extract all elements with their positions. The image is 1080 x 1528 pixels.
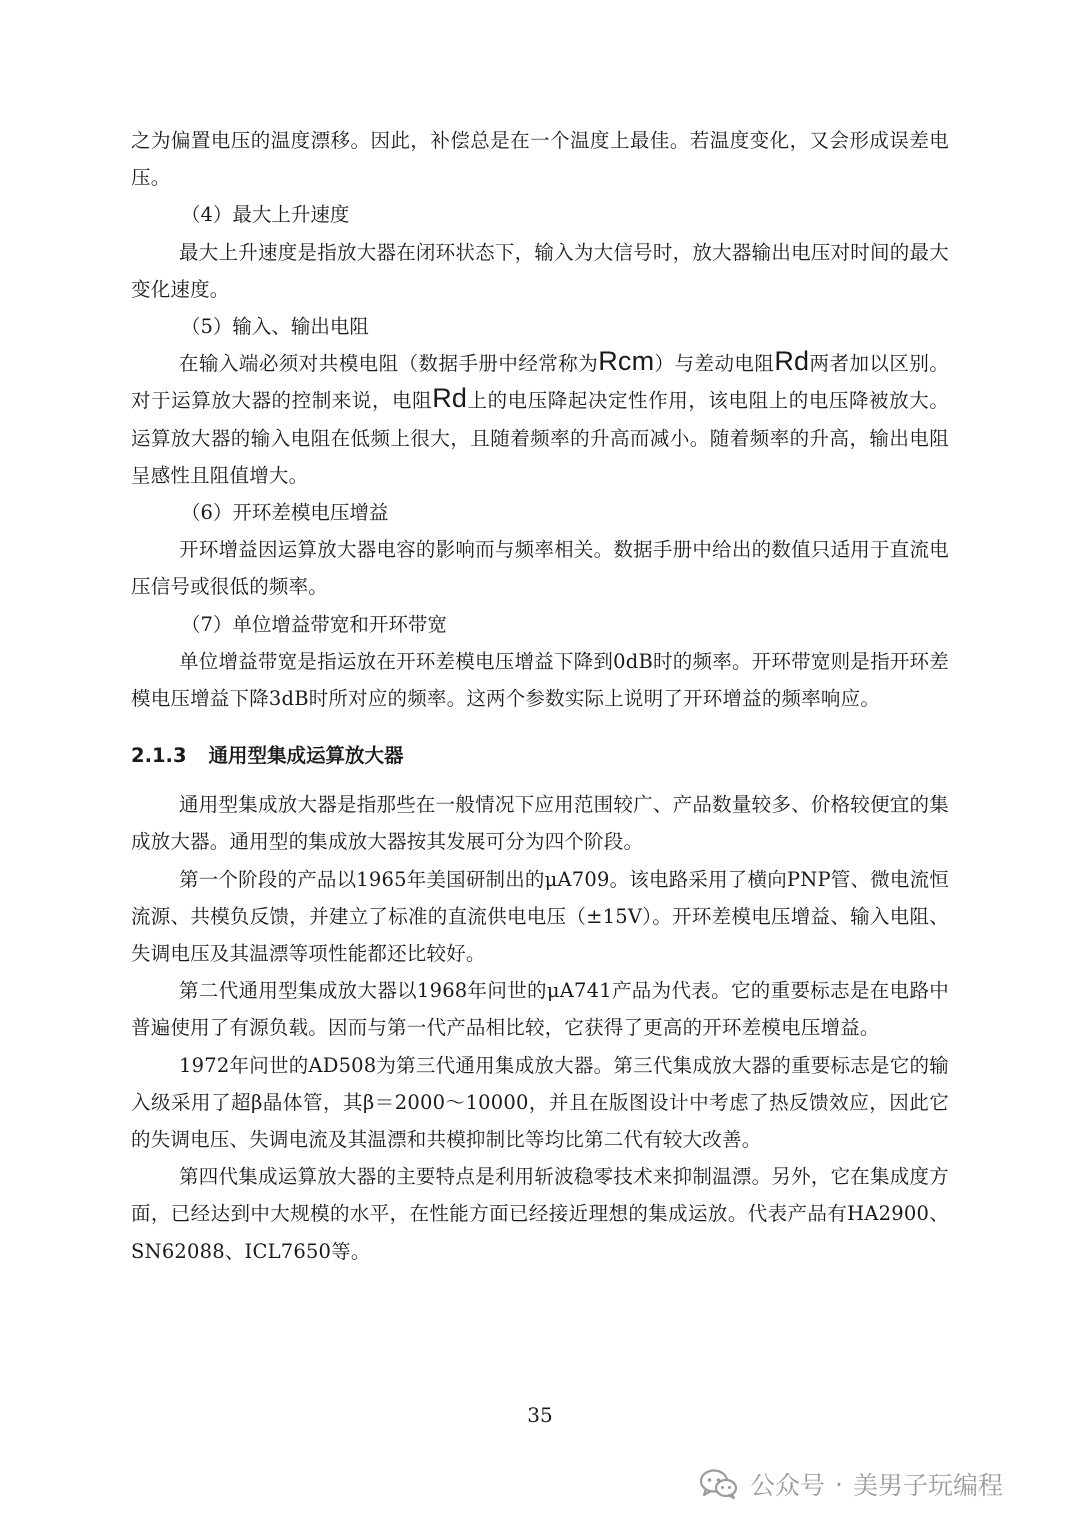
symbol-rd: Rd xyxy=(432,383,468,414)
text-run: 上的电压降起决定性作用，该电阻上的电压降被放大。运算放大器的输入电阻在低频上很大，且随着频率的升高而减小。随着频率的升高，输出电阻呈感性且阻值增大。 xyxy=(131,389,949,487)
text-run: ）与差动电阻 xyxy=(654,352,775,376)
paragraph-first-generation: 第一个阶段的产品以1965年美国研制出的μA709。该电路采用了横向PNP管、微电流恒流源、共模负反馈，并建立了标准的直流供电电压（±15V）。开环差模电压增益、输入电阻、失调电压及其温漂等项性能都还比较好。 xyxy=(131,867,950,966)
paragraph-temperature-drift: 之为偏置电压的温度漂移。因此，补偿总是在一个温度上最佳。若温度变化，又会形成误差电压。 xyxy=(131,129,949,190)
watermark xyxy=(700,1462,1003,1506)
item-heading-open-loop-gain: （6）开环差模电压增益 xyxy=(181,501,389,525)
section-title: 通用型集成运算放大器 xyxy=(208,744,404,768)
page-number: 35 xyxy=(527,1403,553,1427)
paragraph-open-loop-gain: 开环增益因运算放大器电容的影响而与频率相关。数据手册中给出的数值只适用于直流电压信号或很低的频率。 xyxy=(131,538,949,599)
item-heading-slew-rate: （4）最大上升速度 xyxy=(181,203,350,227)
watermark-account: 美男子玩编程 xyxy=(852,1471,1003,1500)
paragraph-third-generation: 1972年问世的AD508为第三代通用集成放大器。第三代集成放大器的重要标志是它的输入级采用了超β晶体管，其β＝2000～10000，并且在版图设计中考虑了热反馈效应，因此它的失调电压、失调电流及其温漂和共模抑制比等均比第二代有较大改善。 xyxy=(131,1053,949,1152)
paragraph-general-purpose-intro: 通用型集成放大器是指那些在一般情况下应用范围较广、产品数量较多、价格较便宜的集成放大器。通用型的集成放大器按其发展可分为四个阶段。 xyxy=(131,793,949,854)
paragraph-io-resistance xyxy=(131,345,949,494)
text-run: 两者加以区别。对于运算放大器的控制来说，电阻 xyxy=(131,352,950,413)
watermark-separator: · xyxy=(835,1469,843,1499)
section-heading xyxy=(131,737,949,774)
text-run: 在输入端必须对共模电阻（数据手册中经常称为 xyxy=(179,352,599,376)
item-heading-bandwidth: （7）单位增益带宽和开环带宽 xyxy=(181,612,447,636)
paragraph-slew-rate: 最大上升速度是指放大器在闭环状态下，输入为大信号时，放大器输出电压对时间的最大变化速度。 xyxy=(131,240,949,301)
body-text xyxy=(131,122,949,1270)
symbol-rd: Rd xyxy=(774,346,810,377)
paragraph-second-generation: 第二代通用型集成放大器以1968年问世的μA741产品为代表。它的重要标志是在电路中普遍使用了有源负载。因而与第一代产品相比较，它获得了更高的开环差模电压增益。 xyxy=(131,979,949,1040)
paragraph-bandwidth: 单位增益带宽是指运放在开环差模电压增益下降到0dB时的频率。开环带宽则是指开环差模电压增益下降3dB时所对应的频率。这两个参数实际上说明了开环增益的频率响应。 xyxy=(131,649,949,711)
symbol-rcm: Rcm xyxy=(598,346,655,377)
section-number: 2.1.3 xyxy=(131,744,187,768)
wechat-icon xyxy=(700,1469,738,1499)
item-heading-io-resistance: （5）输入、输出电阻 xyxy=(181,315,369,339)
paragraph-fourth-generation: 第四代集成运算放大器的主要特点是利用斩波稳零技术来抑制温漂。另外，它在集成度方面，已经达到中大规模的水平，在性能方面已经接近理想的集成运放。代表产品有HA2900、SN62088、ICL7650等。 xyxy=(131,1165,949,1263)
watermark-label: 公众号 xyxy=(750,1471,826,1500)
